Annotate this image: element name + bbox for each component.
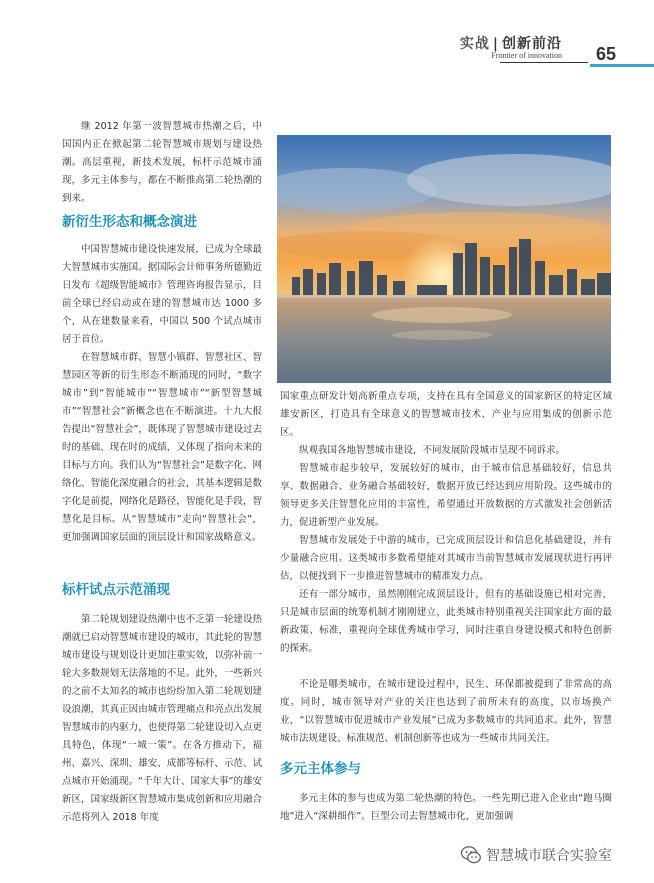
page-header xyxy=(0,0,654,70)
heading-new-forms: 新衍生形态和概念演进 xyxy=(62,214,197,230)
paragraph-multiple-actors: 多元主体的参与也成为第二轮热潮的特色。一些先期已进入企业由“跑马圈地”进入“深耕细作”。巨型公司去智慧城市化，更加强调 xyxy=(280,793,612,822)
paragraph-second-wave: 第二轮规划建设热潮中也不乏第一轮建设热潮就已启动智慧城市建设的城市，其此轮的智慧城市建设与规划设计更加注重实效，以弥补前一轮大多数规划无法落地的不足。此外，一些新兴的之前不太知名的城市也纷纷加入第二轮规划建设浪潮，其真正因由城市管理痛点和亮点出发展智慧城市的内驱力，也使得第二轮建设切入点更具特色，体现“一城一策”。在各方推动下，福州、嘉兴、深圳、雄安、成都等标杆、示范、试点城市开始涌现。“千年大计、国家大事”的雄安新区，国家级新区智慧城市集成创新和应用融合示范将列入 2018 年度 xyxy=(62,614,262,823)
header-column-english: Frontier of innovation xyxy=(491,51,562,60)
header-divider: | xyxy=(492,36,499,52)
wechat-icon xyxy=(460,844,482,866)
paragraph-all-cities: 不论是哪类城市，在城市建设过程中，民生、环保都被提到了非常高的高度。同时，城市领导对产业的关注也达到了前所未有的高度，以市场换产业，“以智慧城市促进城市产业发展”已成为多数城市的共同追求。此外，智慧城市法规建设、标准规范、机制创新等也成为一些城市共同关注。 xyxy=(280,679,612,744)
watermark xyxy=(460,843,612,867)
heading-multiple-actors: 多元主体参与 xyxy=(280,761,361,777)
header-accent-bar xyxy=(590,64,654,67)
paragraph-midstream-cities: 智慧城市发展处于中游的城市，已完成顶层设计和信息化基础建设，并有少量融合应用。这类城市多数希望能对其城市当前智慧城市发展现状进行再评估，以便找到下一步推进智慧城市的精准发力点。 xyxy=(280,535,612,582)
paragraph-early-cities: 智慧城市起步较早，发展较好的城市，由于城市信息基础较好，信息共享、数据融合、业务融合基础较好，数据开放已经达到应用阶段。这些城市的领导更多关注智慧化应用的丰富性，希望通过开放数据的方式激发社会创新活力，促进新型产业发展。 xyxy=(280,463,612,528)
city-skyline-photo xyxy=(277,135,611,383)
paragraph-xiongan-continued: 国家重点研发计划高新重点专项，支持在具有全国意义的国家新区的特定区域雄安新区，打造具有全球意义的智慧城市技术、产业与应用集成的创新示范区。 xyxy=(280,391,612,438)
watermark-text: 智慧城市联合实验室 xyxy=(486,848,612,864)
paragraph-growth: 中国智慧城市建设快速发展，已成为全球最大智慧城市实施国。据国际会计师事务所德勤近日发布《超级智能城市》管理咨询报告显示，目前全球已经启动或在建的智慧城市达 1000 多个，从在建数量来看，中国以 500 个试点城市居于首位。 xyxy=(62,244,262,345)
paragraph-concepts: 在智慧城市群、智慧小镇群、智慧社区、智慧园区等新的衍生形态不断涌现的同时，“数字城市”到“智能城市”“智慧城市”“新型智慧城市”“智慧社会”新概念也在不断演进。十九大报告提出“智慧社会”，既体现了智慧城市建设过去时的基础、现在时的成绩，又体现了指向未来的目标与方向。我们认为“智慧社会”是数字化、网络化、智能化深度融合的社会，其基本逻辑是数字化是前提，网络化是路径，智能化是手段，智慧化是目标。从“智慧城市”走向“智慧社会”，更加强调国家层面的顶层设计和国家战略意义。 xyxy=(62,352,262,543)
page-number: 65 xyxy=(596,44,617,64)
header-rule xyxy=(500,62,588,63)
header-section-title xyxy=(460,33,562,53)
intro-paragraph: 继 2012 年第一波智慧城市热潮之后，中国国内正在掀起第二轮智慧城市规划与建设热潮。高层重视，新技术发展，标杆示范城市涌现，多元主体参与，都在不断推高第二轮热潮的到来。 xyxy=(62,121,262,204)
heading-benchmark-pilots: 标杆试点示范涌现 xyxy=(62,582,170,598)
header-column: 创新前沿 xyxy=(502,36,562,52)
paragraph-emerging-cities: 还有一部分城市，虽然刚刚完成顶层设计，但有的基础设施已相对完善，只是城市层面的统筹机制才刚刚建立，此类城市特别重视关注国家此方面的最新政策、标准，重视向全球优秀城市学习，同时注重自身建设模式和特色创新的探索。 xyxy=(280,589,612,654)
paragraph-overview: 纵观我国各地智慧城市建设，不同发展阶段城市呈现不同诉求。 xyxy=(299,445,566,456)
skyline-image xyxy=(277,135,611,383)
header-section: 实战 xyxy=(459,36,490,52)
